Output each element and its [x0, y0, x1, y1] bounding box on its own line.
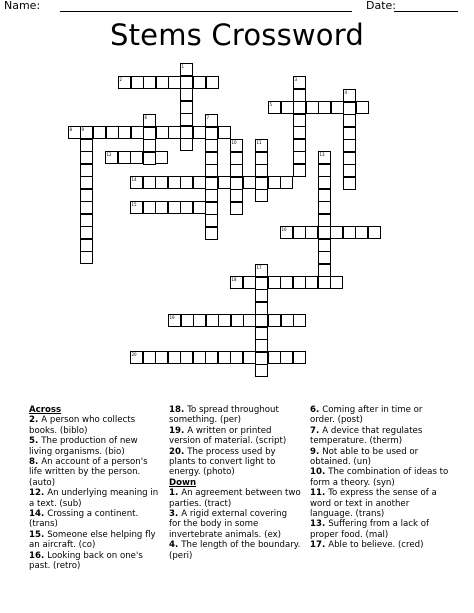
clue-number: 16. [29, 550, 48, 561]
clue-item [29, 488, 159, 509]
cell-number: 10 [231, 140, 237, 145]
clue-number: 7. [310, 425, 323, 436]
clue-text: Able to believe. (cred) [328, 540, 424, 551]
clue-number: 1. [169, 488, 182, 499]
grid-cell[interactable] [244, 177, 256, 189]
grid-cell[interactable] [344, 165, 356, 177]
cell-number: 4 [344, 90, 348, 95]
grid-cell[interactable] [81, 202, 93, 214]
clue-item [29, 530, 159, 551]
clue-item [29, 436, 159, 457]
grid-cell[interactable] [144, 77, 156, 89]
grid-cell[interactable] [244, 277, 256, 289]
grid-cell[interactable] [81, 140, 93, 152]
grid-cell[interactable] [206, 128, 218, 140]
grid-cell[interactable] [81, 252, 93, 264]
grid-cell[interactable] [319, 252, 331, 264]
grid-cell[interactable] [256, 153, 268, 165]
clue-text: Looking back on one's past. (retro) [29, 550, 143, 572]
grid-cell[interactable] [256, 278, 268, 290]
grid-cell[interactable] [81, 227, 93, 239]
grid-cell[interactable] [144, 128, 156, 140]
grid-cell[interactable] [256, 290, 268, 302]
grid-cell[interactable] [244, 315, 256, 327]
clue-number: 5. [29, 436, 42, 447]
grid-cell[interactable] [181, 89, 193, 101]
clue-text: An agreement between two parties. (tract) [169, 488, 301, 509]
cell-number: 1 [181, 64, 185, 69]
grid-cell[interactable] [144, 352, 156, 364]
grid-cell[interactable] [81, 190, 93, 202]
grid-cell[interactable] [319, 165, 331, 177]
grid-cell[interactable] [206, 203, 218, 215]
grid-cell[interactable] [169, 77, 181, 89]
clue-item [169, 447, 301, 478]
grid-cell[interactable] [344, 227, 356, 239]
grid-cell[interactable] [194, 352, 206, 364]
grid-cell[interactable] [156, 202, 168, 214]
clue-text: An underlying meaning in a text. (sub) [29, 488, 159, 509]
page-title: Stems Crossword [110, 18, 364, 52]
clue-text: An account of a person's life written by the person. (auto) [29, 457, 148, 488]
grid-cell[interactable] [256, 340, 268, 352]
grid-cell[interactable] [294, 315, 306, 327]
grid-cell[interactable] [194, 315, 206, 327]
grid-cell[interactable] [94, 127, 106, 139]
cell-number: 20 [131, 352, 137, 357]
grid-cell[interactable] [206, 228, 218, 240]
grid-cell[interactable] [319, 265, 331, 277]
clue-number: 18. [169, 405, 188, 415]
clue-text: The combination of ideas to form a theory. (syn) [310, 467, 449, 488]
clue-text: A person who collects books. (biblo) [29, 415, 136, 436]
cell-number: 12 [106, 152, 112, 157]
grid-cell[interactable] [207, 77, 219, 89]
grid-cell[interactable] [319, 190, 331, 202]
clue-item [310, 540, 450, 550]
grid-cell[interactable] [207, 315, 219, 327]
clue-text: Crossing a continent. (trans) [29, 509, 139, 530]
grid-cell[interactable] [294, 152, 306, 164]
clue-number: 2. [29, 415, 42, 426]
grid-cell[interactable] [319, 102, 331, 114]
grid-cell[interactable] [256, 353, 268, 365]
grid-cell[interactable] [256, 165, 268, 177]
grid-cell[interactable] [294, 352, 306, 364]
grid-cell[interactable] [269, 277, 281, 289]
clue-text: A rigid external covering for the body in some invertebrate animals. (ex) [169, 509, 288, 540]
grid-cell[interactable] [356, 227, 368, 239]
grid-cell[interactable] [194, 77, 206, 89]
grid-cell[interactable] [319, 202, 331, 214]
date-label: Date: [366, 0, 396, 12]
grid-cell[interactable] [319, 177, 331, 189]
grid-cell[interactable] [132, 77, 144, 89]
clue-item [310, 447, 450, 468]
clues-column-1 [29, 405, 159, 572]
grid-cell[interactable] [331, 227, 343, 239]
grid-cell[interactable] [81, 240, 93, 252]
grid-cell[interactable] [319, 227, 331, 239]
clue-item [169, 488, 301, 509]
clue-item [29, 551, 159, 572]
clue-number: 11. [310, 488, 329, 499]
grid-cell[interactable] [169, 127, 181, 139]
grid-cell[interactable] [119, 127, 131, 139]
clue-item [310, 467, 450, 488]
grid-cell[interactable] [319, 240, 331, 252]
grid-cell[interactable] [181, 139, 193, 151]
cell-number: 7 [206, 115, 210, 120]
grid-cell[interactable] [169, 202, 181, 214]
clue-text: The process used by plants to convert light to energy. (photo) [169, 446, 276, 478]
grid-cell[interactable] [256, 315, 268, 327]
cell-number: 6 [144, 115, 148, 120]
grid-cell[interactable] [344, 115, 356, 127]
grid-cell[interactable] [181, 102, 193, 114]
grid-cell[interactable] [244, 352, 256, 364]
grid-cell[interactable] [282, 102, 294, 114]
grid-cell[interactable] [281, 177, 293, 189]
grid-cell[interactable] [344, 128, 356, 140]
clue-number: 19. [169, 425, 188, 436]
grid-cell[interactable] [256, 328, 268, 340]
grid-cell[interactable] [269, 352, 281, 364]
grid-cell[interactable] [144, 140, 156, 152]
grid-cell[interactable] [294, 90, 306, 102]
grid-cell[interactable] [219, 352, 231, 364]
grid-cell[interactable] [157, 77, 169, 89]
grid-cell[interactable] [144, 202, 156, 214]
cell-number: 9 [81, 127, 85, 132]
grid-cell[interactable] [294, 115, 306, 127]
grid-cell[interactable] [156, 352, 168, 364]
grid-cell[interactable] [294, 127, 306, 139]
clue-number: 8. [29, 457, 42, 468]
cell-number: 18 [231, 277, 237, 282]
grid-cell[interactable] [219, 315, 231, 327]
grid-cell[interactable] [206, 140, 218, 152]
clue-item [310, 426, 450, 447]
grid-cell[interactable] [181, 77, 193, 89]
cell-number: 3 [294, 77, 298, 82]
grid-cell[interactable] [344, 153, 356, 165]
grid-cell[interactable] [269, 315, 281, 327]
grid-cell[interactable] [181, 114, 193, 126]
clue-number: 12. [29, 488, 48, 499]
grid-cell[interactable] [232, 315, 244, 327]
grid-cell[interactable] [256, 190, 268, 202]
grid-cell[interactable] [144, 153, 156, 165]
clue-item [310, 519, 450, 540]
cell-number: 5 [269, 102, 273, 107]
grid-cell[interactable] [132, 127, 144, 139]
grid-cell[interactable] [219, 127, 231, 139]
grid-cell[interactable] [344, 140, 356, 152]
cell-number: 15 [131, 202, 137, 207]
grid-cell[interactable] [294, 277, 306, 289]
grid-cell[interactable] [181, 202, 193, 214]
grid-cell[interactable] [206, 153, 218, 165]
grid-cell[interactable] [294, 140, 306, 152]
clue-text: Coming after in time or order. (post) [310, 405, 423, 426]
clues-column-3 [310, 405, 450, 551]
clue-number: 14. [29, 509, 48, 520]
grid-cell[interactable] [231, 178, 243, 190]
cell-number: 13 [319, 152, 325, 157]
grid-cell[interactable] [344, 178, 356, 190]
grid-cell[interactable] [231, 153, 243, 165]
clue-item [169, 509, 301, 540]
clue-item [29, 509, 159, 530]
clue-item [29, 457, 159, 488]
grid-cell[interactable] [81, 152, 93, 164]
clue-text: A written or printed version of material. (script) [169, 425, 287, 447]
grid-cell[interactable] [206, 190, 218, 202]
grid-cell[interactable] [256, 178, 268, 190]
grid-cell[interactable] [119, 152, 131, 164]
grid-cell[interactable] [331, 277, 343, 289]
grid-cell[interactable] [81, 215, 93, 227]
grid-cell[interactable] [156, 152, 168, 164]
grid-cell[interactable] [194, 177, 206, 189]
grid-cell[interactable] [319, 277, 331, 289]
grid-cell[interactable] [144, 177, 156, 189]
grid-cell[interactable] [206, 165, 218, 177]
grid-cell[interactable] [81, 165, 93, 177]
grid-cell[interactable] [231, 203, 243, 215]
grid-cell[interactable] [169, 177, 181, 189]
grid-cell[interactable] [81, 177, 93, 189]
clue-number: 15. [29, 529, 48, 540]
cell-number: 11 [256, 140, 262, 145]
cell-number: 16 [281, 227, 287, 232]
grid-cell[interactable] [344, 103, 356, 115]
grid-cell[interactable] [182, 315, 194, 327]
grid-cell[interactable] [231, 190, 243, 202]
grid-cell[interactable] [107, 127, 119, 139]
cell-number: 14 [131, 177, 137, 182]
across-heading: Across [29, 405, 62, 415]
grid-cell[interactable] [231, 165, 243, 177]
grid-cell[interactable] [307, 102, 319, 114]
grid-cell[interactable] [157, 127, 169, 139]
clue-text: The production of new living organisms. (bio) [29, 436, 138, 457]
grid-cell[interactable] [269, 177, 281, 189]
name-label: Name: [4, 0, 41, 12]
grid-cell[interactable] [294, 102, 306, 114]
grid-cell[interactable] [294, 165, 306, 177]
clue-item [169, 405, 301, 426]
clue-number: 3. [169, 509, 182, 520]
clue-number: 6. [310, 405, 323, 415]
clue-text: Suffering from a lack of proper food. (mal) [310, 519, 429, 540]
grid-cell[interactable] [181, 177, 193, 189]
clue-number: 9. [310, 446, 323, 457]
clue-text: To spread throughout something. (per) [169, 405, 279, 426]
grid-cell[interactable] [281, 277, 293, 289]
grid-cell[interactable] [306, 227, 318, 239]
clue-text: The length of the boundary. (peri) [169, 540, 301, 561]
clue-text: Not able to be used or obtained. (un) [310, 446, 419, 468]
clue-number: 20. [169, 446, 188, 457]
grid-cell[interactable] [231, 352, 243, 364]
grid-cell[interactable] [206, 215, 218, 227]
clue-item [169, 426, 301, 447]
grid-cell[interactable] [169, 352, 181, 364]
grid-cell[interactable] [281, 352, 293, 364]
grid-cell[interactable] [357, 102, 369, 114]
clue-number: 4. [169, 540, 182, 551]
grid-cell[interactable] [282, 315, 294, 327]
grid-cell[interactable] [156, 177, 168, 189]
grid-cell[interactable] [256, 303, 268, 315]
clues-column-2 [169, 405, 301, 561]
cell-number: 8 [69, 127, 73, 132]
grid-cell[interactable] [194, 202, 206, 214]
grid-cell[interactable] [206, 352, 218, 364]
clue-item [169, 540, 301, 561]
clue-number: 13. [310, 519, 329, 530]
cell-number: 17 [256, 265, 262, 270]
clue-text: A device that regulates temperature. (therm) [310, 425, 423, 447]
grid-cell[interactable] [206, 178, 218, 190]
grid-cell[interactable] [256, 365, 268, 377]
cell-number: 2 [119, 77, 123, 82]
down-heading: Down [169, 477, 197, 488]
clue-item [29, 415, 159, 436]
grid-cell[interactable] [369, 227, 381, 239]
grid-cell[interactable] [181, 127, 193, 139]
grid-cell[interactable] [294, 227, 306, 239]
grid-cell[interactable] [219, 177, 231, 189]
clue-number: 10. [310, 467, 329, 478]
cell-number: 19 [169, 315, 175, 320]
grid-cell[interactable] [319, 215, 331, 227]
clue-text: Someone else helping fly an aircraft. (co) [29, 529, 156, 551]
grid-cell[interactable] [181, 352, 193, 364]
clue-item [310, 405, 450, 426]
grid-cell[interactable] [194, 127, 206, 139]
clue-number: 17. [310, 540, 329, 551]
grid-cell[interactable] [131, 152, 143, 164]
clue-text: To express the sense of a word or text in another language. (trans) [310, 488, 437, 520]
clue-item [310, 488, 450, 519]
grid-cell[interactable] [306, 277, 318, 289]
grid-cell[interactable] [332, 102, 344, 114]
